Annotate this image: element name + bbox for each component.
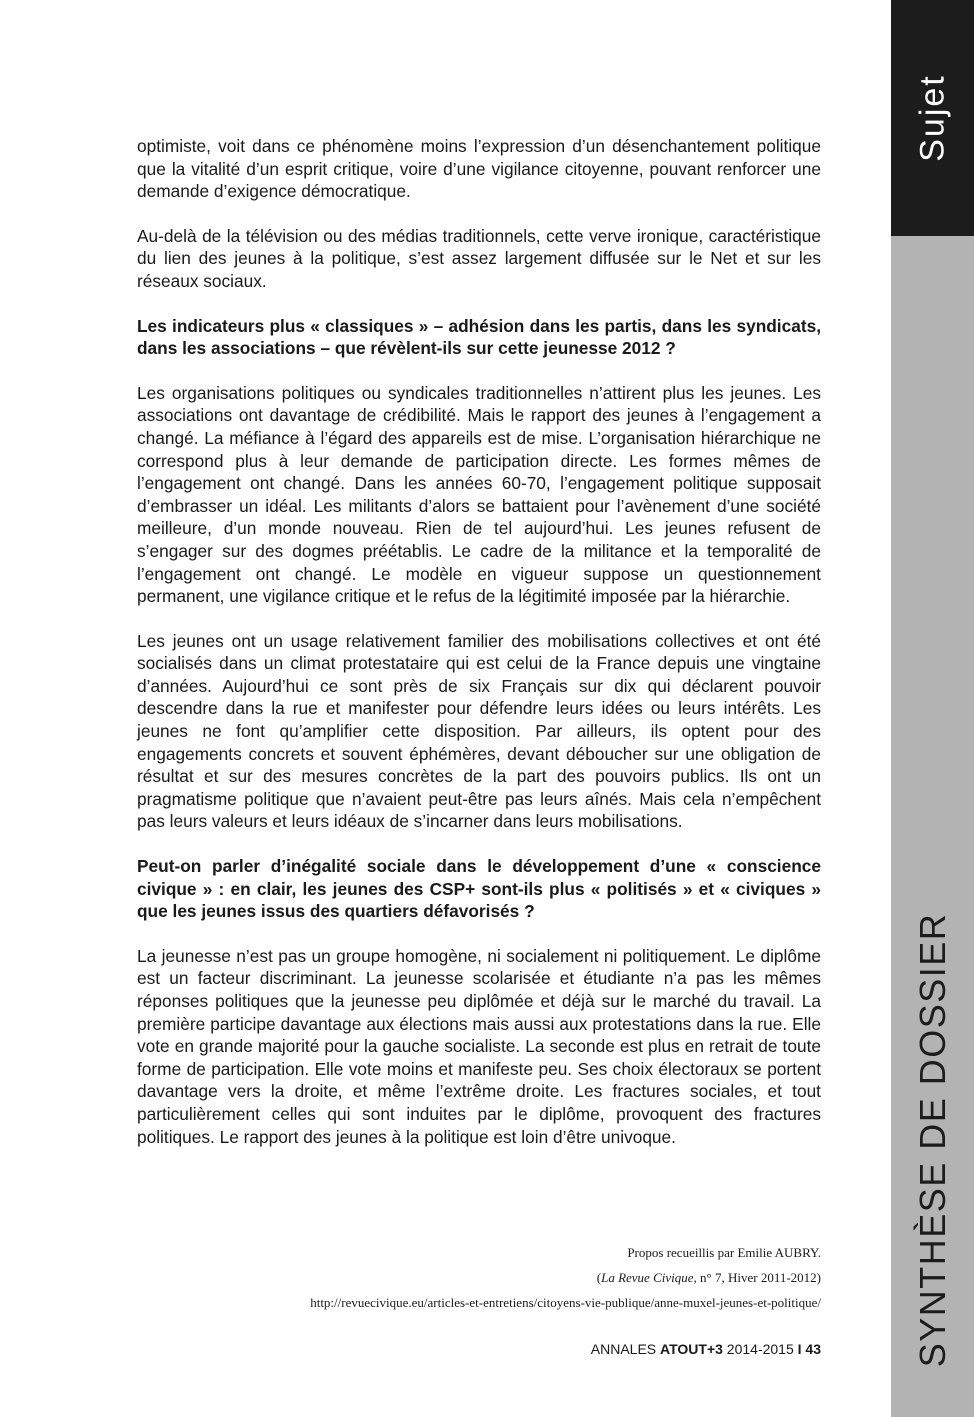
article-body [137, 135, 821, 1170]
footer-prefix: ANNALES [590, 1341, 661, 1357]
credits-source-title: La Revue Civique, [601, 1270, 697, 1285]
credits-source-rest: n° 7, Hiver 2011-2012) [696, 1270, 821, 1285]
page-footer [591, 1341, 821, 1357]
footer-separator: I [797, 1341, 802, 1357]
page-number: 43 [801, 1341, 821, 1357]
paragraph-jeunesse: La jeunesse n’est pas un groupe homogène, ni socialement ni politiquement. Le diplôme est un facteur discriminant. La jeunesse scolarisée et étudiante n’a pas les mêmes réponses politiques que la jeunesse peu diplômée et déjà sur le marché du travail. La première participe davantage aux élections mais aussi aux protestations dans la rue. Elle vote en grande majorité pour la gauche socialiste. La seconde est plus en retrait de toute forme de participation. Elle vote moins et manifeste peu. Ses choix électoraux se portent davantage vers la droite, et même l’extrême droite. Les fractures sociales, et tout particulièrement celles qui sont induites par le diplôme, provoquent des fractures politiques. Le rapport des jeunes à la politique est loin d’être univoque. [137, 945, 821, 1147]
footer-brand: ATOUT+3 [660, 1341, 723, 1357]
credits-source-open: ( [596, 1270, 602, 1285]
sidebar [891, 0, 974, 1417]
question-inegalite: Peut-on parler d’inégalité sociale dans le développement d’une « conscience civique » : en clair, les jeunes des CSP+ sont-ils plus « politisés » et « civiques » que les jeunes issus des quartiers défavorisés ? [137, 856, 821, 922]
sidebar-header-block [891, 0, 974, 236]
credits [310, 1240, 821, 1315]
paragraph-net: Au-delà de la télévision ou des médias traditionnels, cette verve ironique, caractéristique du lien des jeunes à la politique, s’est assez largement diffusée sur le Net et sur les réseaux sociaux. [137, 225, 821, 291]
credits-source [310, 1265, 821, 1290]
paragraph-mobilisations: Les jeunes ont un usage relativement familier des mobilisations collectives et ont été socialisés dans un climat protestataire qui est celui de la France depuis une vingtaine d’années. Aujourd’hui ce sont près de six Français sur dix qui déclarent pouvoir descendre dans la rue et manifester pour défendre leurs idées ou leurs intérêts. Les jeunes ne font qu’amplifier cette disposition. Par ailleurs, ils optent pour des engagements concrets et souvent éphémères, devant déboucher sur une obligation de résultat et sur des mesures concrètes de la part des pouvoirs publics. Ils ont un pragmatisme politique que n’avaient peut-être pas leurs aînés. Mais cela n’empêchent pas leurs valeurs et leurs idéaux de s’incarner dans leurs mobilisations. [137, 630, 821, 832]
paragraph-intro: optimiste, voit dans ce phénomène moins l’expression d’un désenchantement politique que la vitalité d’un esprit critique, voire d’une vigilance citoyenne, pouvant renforcer une demande d’exigence démocratique. [137, 136, 821, 202]
sidebar-synthese-label: SYNTHÈSE DE DOSSIER [911, 912, 953, 1368]
footer-years: 2014-2015 [722, 1341, 798, 1357]
credits-url: http://revuecivique.eu/articles-et-entretiens/citoyens-vie-publique/anne-muxel-jeunes-et-politique/ [310, 1295, 821, 1310]
paragraph-organisations: Les organisations politiques ou syndicales traditionnelles n’attirent plus les jeunes. Les associations ont davantage de crédibilité. Mais le rapport des jeunes à l’engagement a changé. La méfiance à l’égard des appareils est de mise. L’organisation hiérarchique ne correspond plus à leur demande de participation directe. Les formes mêmes de l’engagement ont changé. Dans les années 60-70, l’engagement politique supposait d’embrasser un idéal. Les militants d’alors se battaient pour l’avènement d’une société meilleure, d’un monde nouveau. Rien de tel aujourd’hui. Les jeunes refusent de s’engager sur des dogmes préétablis. Le cadre de la militance et la temporalité de l’engagement ont changé. Le modèle en vigueur suppose un questionnement permanent, une vigilance critique et le refus de la légitimité imposée par la hiérarchie. [137, 382, 821, 607]
question-indicateurs: Les indicateurs plus « classiques » – adhésion dans les partis, dans les syndicats, dans les associations – que révèlent-ils sur cette jeunesse 2012 ? [137, 315, 821, 359]
credits-author: Propos recueillis par Emilie AUBRY. [627, 1245, 821, 1260]
sidebar-sujet-label: Sujet [913, 74, 951, 162]
